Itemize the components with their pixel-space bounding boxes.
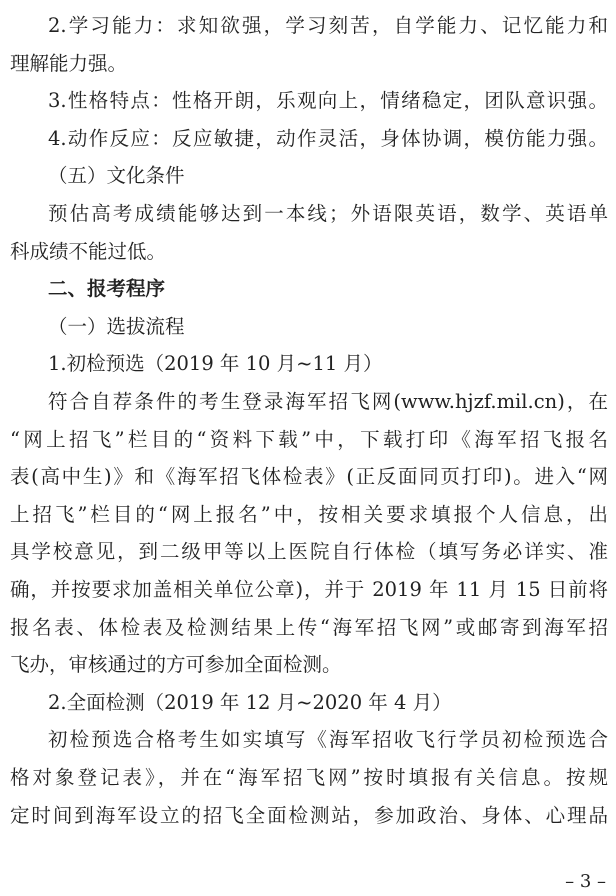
text-line: 理解能力强。 [10, 51, 128, 75]
text-line: 3.性格特点：性格开朗，乐观向上，情绪稳定，团队意识强。 [48, 89, 608, 113]
text-line: “网上招飞”栏目的“资料下载”中，下载打印《海军招飞报名 [10, 427, 608, 451]
text-line: 2.学习能力：求知欲强，学习刻苦，自学能力、记忆能力和 [48, 14, 608, 37]
text-line: （五）文化条件 [48, 164, 185, 188]
text-line: 格对象登记表》，并在“海军招飞网”按时填报有关信息。按规 [10, 766, 608, 789]
text-line: 具学校意见，到二级甲等以上医院自行体检（填写务必详实、准 [10, 540, 608, 564]
text-line: 符合自荐条件的考生登录海军招飞网(www.hjzf.mil.cn)，在 [48, 390, 608, 413]
text-line: 定时间到海军设立的招飞全面检测站，参加政治、身体、心理品 [10, 803, 608, 827]
text-line: 上招飞”栏目的“网上报名”中，按相关要求填报个人信息，出 [10, 502, 608, 526]
text-line: 2.全面检测（2019 年 12 月~2020 年 4 月） [48, 690, 452, 714]
text-line: 科成绩不能过低。 [10, 239, 167, 263]
text-line: 确，并按要求加盖相关单位公章)，并于 2019 年 11 月 15 日前将 [10, 578, 608, 601]
text-line: 初检预选合格考生如实填写《海军招收飞行学员初检预选合 [48, 728, 608, 752]
text-line: 1.初检预选（2019 年 10 月~11 月） [48, 352, 383, 376]
page-number: – 3 – [565, 871, 606, 892]
section-heading: 二、报考程序 [48, 277, 166, 301]
text-line: 飞办，审核通过的方可参加全面检测。 [10, 653, 342, 677]
text-line: 4.动作反应：反应敏捷，动作灵活，身体协调，模仿能力强。 [48, 126, 608, 150]
text-line: 预估高考成绩能够达到一本线；外语限英语，数学、英语单 [48, 202, 608, 225]
text-line: 报名表、体检表及检测结果上传“海军招飞网”或邮寄到海军招 [10, 615, 608, 639]
text-line: 表(高中生)》和《海军招飞体检表》(正反面同页打印)。进入“网 [10, 465, 608, 489]
text-line: （一）选拔流程 [48, 314, 185, 338]
